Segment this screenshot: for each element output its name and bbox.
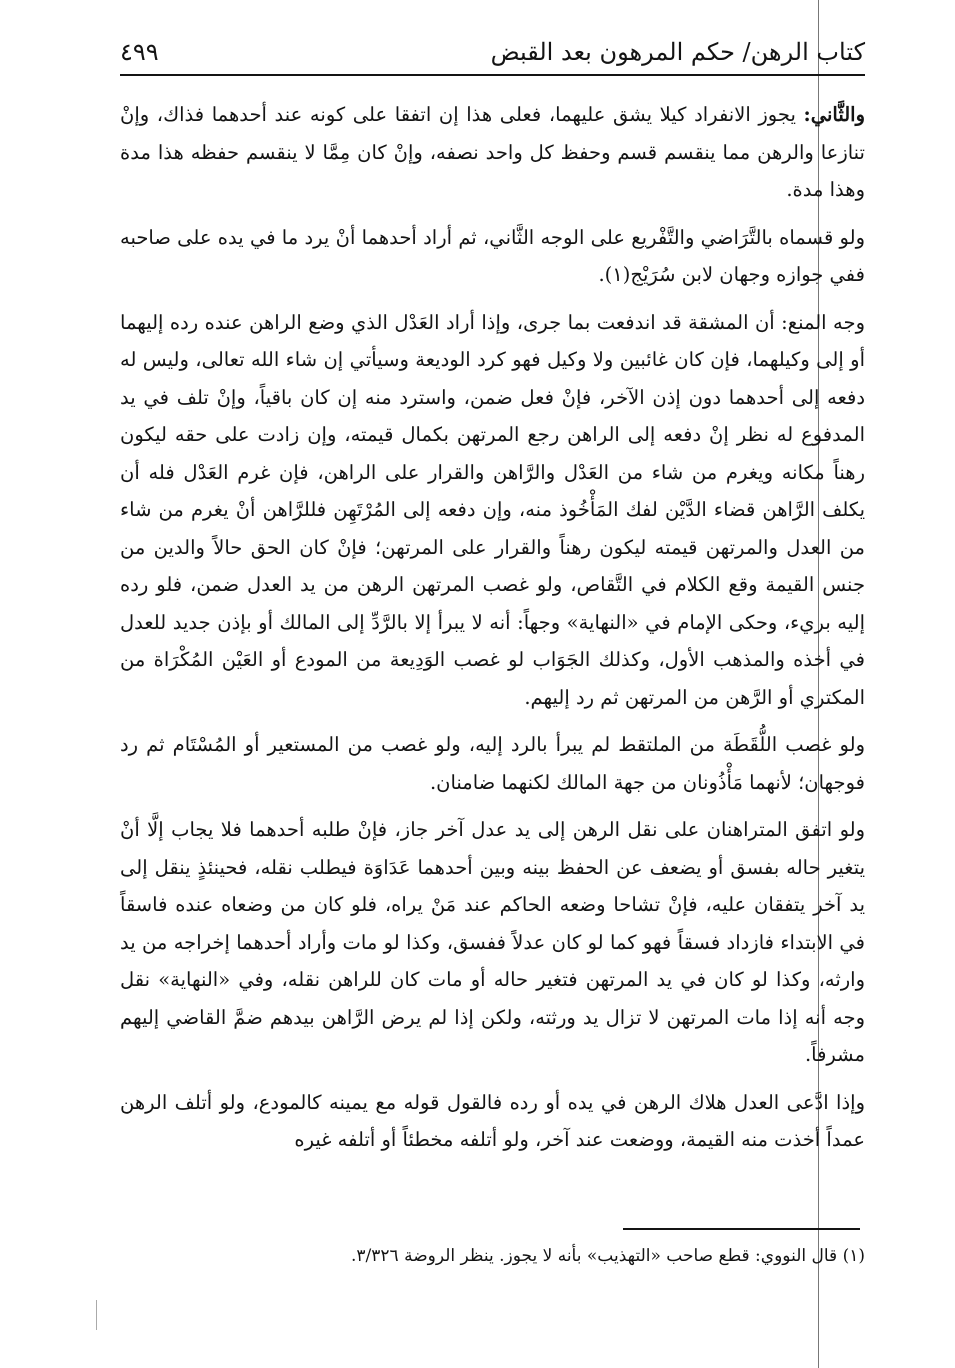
footnote-text: قال النووي: قطع صاحب «التهذيب» بأنه لا يجوز. ينظر الروضة ٣/٣٢٦. — [351, 1246, 838, 1266]
paragraph-text: وجه المنع: أن المشقة قد اندفعت بما جرى، وإذا أراد العَدْل الذي وضع الراهن عنده رده إليهما أو إلى وكيلهما، فإن كان غائبين ولا وكيل فهو كرد الوديعة وسيأتي إن شاء الله تعالى، وليس له دفعه إلى أحدهما دون إذن الآخر، فإنْ فعل ضمن، واسترد منه إن كان باقياً، وإنْ تلف في يد المدفوع له نظر إنْ دفعه إلى الراهن رجع المرتهن بكمال قيمته، وإن زادت على حقه ليكون رهناً مكانه ويغرم من شاء من العَدْل والرَّاهن والقرار على الراهن، فإن غرم العَدْل فله أن يكلف الرَّاهن قضاء الدَّيْن لفك المَأْخُوذ منه، وإن دفعه إلى المُرْتَهِن فللرَّاهن أنْ يغرم من شاء من العدل والمرتهن قيمته ليكون رهناً والقرار على المرتهن؛ فإنْ كان الحق حالاً والدين من جنس القيمة وقع الكلام في التَّقاص، ولو غصب المرتهن الرهن من يد العدل ضمن، فلو رده إليه بريء، وحكى الإمام في «النهاية» وجهاً: أنه لا يبرأ إلا بالرَّدِّ إلى المالك أو بإذن جديد للعدل في أخذه والمذهب الأول، وكذلك الجَوَاب لو غصب الوَدِيعة من المودع أو العَيْن المُكْرَاة من المكتري أو الرَّهن من المرتهن ثم رد إليهم. — [120, 310, 865, 709]
paragraph-text: وإذا ادَّعى العدل هلاك الرهن في يده أو رده فالقول قوله مع يمينه كالمودع، ولو أتلف الرهن عمداً أخذت منه القيمة، ووضعت عند آخر، ولو أتلفه مخطئاً أو أتلفه غيره — [120, 1090, 865, 1151]
scan-mark — [96, 1300, 97, 1330]
page-number: ٤٩٩ — [120, 38, 159, 66]
paragraph-text: ولو اتفق المتراهنان على نقل الرهن إلى يد عدل آخر جاز، فإنْ طلبه أحدهما فلا يجاب إلَّا أنْ يتغير حاله بفسق أو يضعف عن الحفظ بينه وبين أحدهما عَدَاوَة فيطلب نقله، فحينئذٍ ينقل إلى يد آخر يتفقان عليه، فإنْ تشاحا وضعه الحاكم عند مَنْ يراه، فلو كان من وضعاه عنده فاسقاً في الابتداء فازداد فسقاً فهو كما لو كان عدلاً ففسق، وكذا لو مات وأراد أحدهما إخراجه من يد وارثه، وكذا لو كان في يد المرتهن فتغير حاله أو مات كان للراهن نقله، وفي «النهاية» نقل وجه أنه إذا مات المرتهن لا تزال يد ورثته، ولكن إذا لم يرض الرَّاهن بيدهم ضمَّ القاضي إليهم مشرفاً. — [120, 818, 865, 1066]
paragraph — [120, 219, 865, 294]
header-title: كتاب الرهن/ حكم المرهون بعد القبض — [490, 38, 865, 66]
footnote — [120, 1242, 865, 1270]
footnote-divider — [623, 1228, 860, 1230]
main-text — [120, 96, 865, 1169]
paragraph — [120, 726, 865, 801]
paragraph-text: ولو غصب اللُّقَطَة من الملتقط لم يبرأ بالرد إليه، ولو غصب من المستعير أو المُسْتَام ثم رد فوجهان؛ لأنهما مَأْذُونان من جهة المالك لكنهما ضامنان. — [120, 733, 865, 794]
paragraph-lead: والثَّاني: — [803, 103, 865, 126]
paragraph-text: يجوز الانفراد كيلا يشق عليهما، فعلى هذا إن اتفقا على كونه عند أحدهما فذاك، وإنْ تنازعا والرهن مما ينقسم قسم وحفظ كل واحد نصفه، وإنْ كان مِمَّا لا ينقسم حفظه هذا مدة وهذا مدة. — [120, 103, 865, 201]
footnote-marker: (١) — [842, 1246, 865, 1266]
paragraph — [120, 811, 865, 1074]
running-header — [120, 30, 865, 76]
paragraph-text: ولو قسماه بالتَّرَاضي والتَّفْريع على الوجه الثَّاني، ثم أراد أحدهما أنْ يرد ما في يده على صاحبه ففي جوازه وجهان لابن سُرَيْج(١). — [120, 225, 865, 286]
paragraph — [120, 1084, 865, 1159]
paragraph — [120, 304, 865, 717]
paragraph — [120, 96, 865, 209]
